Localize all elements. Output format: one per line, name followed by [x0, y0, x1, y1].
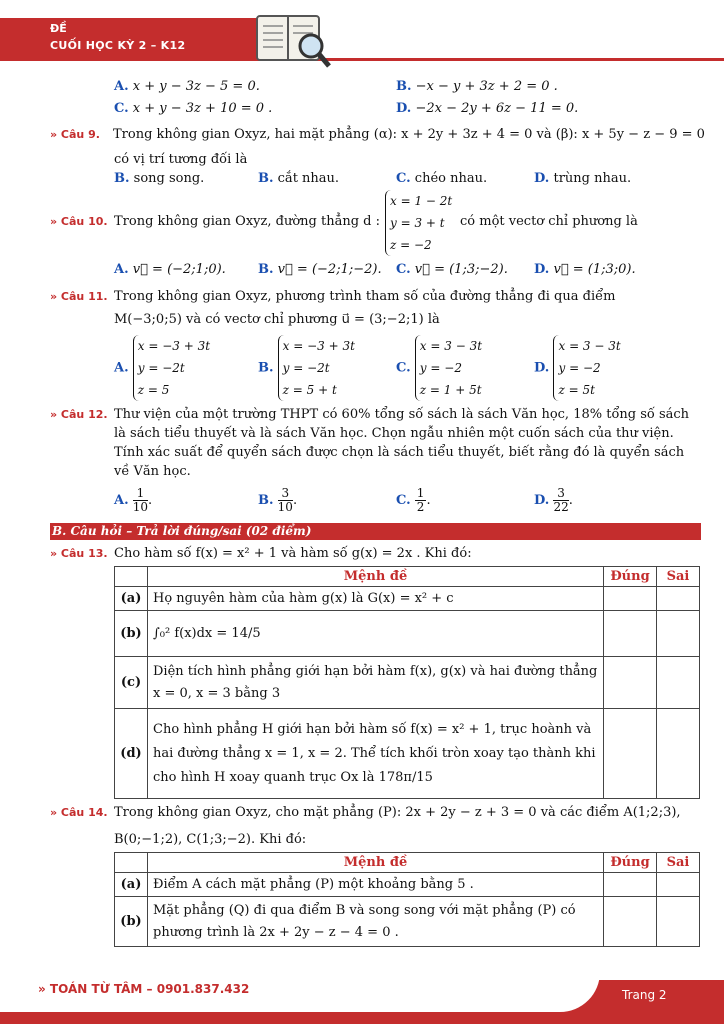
q9-option-d: D. trùng nhau.: [534, 171, 632, 186]
q12-option-b: B. $\frac{3}{10}$ .: [258, 486, 298, 514]
false-cell[interactable]: [657, 611, 700, 657]
q9-option-a: B. song song.: [114, 171, 205, 186]
false-cell[interactable]: [657, 873, 700, 897]
question-9-line-2: có vị trí tương đối là: [114, 152, 248, 167]
question-14-label: » Câu 14.: [50, 806, 108, 819]
table-row: (a) Điểm A cách mặt phẳng (P) một khoảng bằng 5 .: [115, 873, 700, 897]
question-13-text: Cho hàm số f(x) = x² + 1 và hàm số g(x) = 2x . Khi đó:: [114, 546, 472, 561]
false-cell[interactable]: [657, 657, 700, 709]
q11-option-b: B. x = −3 + 3t y = −2t z = 5 + t: [258, 335, 355, 401]
true-cell[interactable]: [604, 587, 657, 611]
q9-option-c: C. chéo nhau.: [396, 171, 488, 186]
true-cell[interactable]: [604, 897, 657, 947]
page-number: Trang 2: [622, 988, 667, 1002]
table-header-row: [115, 567, 700, 587]
question-11-label: » Câu 11.: [50, 290, 108, 303]
q10-system: x = 1 − 2t y = 3 + t z = −2: [385, 190, 452, 256]
true-cell[interactable]: [604, 709, 657, 799]
header-title-2: CUỐI HỌC KỲ 2 – K12: [50, 39, 186, 52]
question-10-text-post: có một vectơ chỉ phương là: [460, 214, 638, 229]
q13-table: [114, 566, 700, 799]
true-cell[interactable]: [604, 657, 657, 709]
prev-answer-b: B. −x − y + 3z + 2 = 0 .: [396, 79, 558, 94]
table-row: (b) ∫₀² f(x)dx = 14/5: [115, 611, 700, 657]
q11-option-a: A. x = −3 + 3t y = −2t z = 5: [114, 335, 210, 401]
prev-answer-c: C. x + y − 3z + 10 = 0 .: [114, 101, 273, 116]
book-magnifier-icon: [253, 6, 333, 70]
prev-answer-d: D. −2x − 2y + 6z − 11 = 0.: [396, 101, 579, 116]
q9-option-b: B. cắt nhau.: [258, 171, 340, 186]
question-11-text-2: M(−3;0;5) và có vectơ chỉ phương u⃗ = (3;−2;1) là: [114, 312, 440, 327]
header-title-1: ĐỀ: [50, 22, 67, 35]
q10-option-d: D. v⃗ = (1;3;0).: [534, 262, 636, 277]
false-cell[interactable]: [657, 709, 700, 799]
true-cell[interactable]: [604, 873, 657, 897]
false-cell[interactable]: [657, 897, 700, 947]
q11-option-d: D. x = 3 − 3t y = −2 z = 5t: [534, 335, 621, 401]
header-true: Đúng: [604, 853, 657, 873]
prev-answer-a: A. x + y − 3z − 5 = 0.: [114, 79, 260, 94]
header-statement: Mệnh đề: [148, 853, 604, 873]
section-b-heading: B. Câu hỏi – Trả lời đúng/sai (02 điểm): [50, 523, 701, 540]
q10-option-b: B. v⃗ = (−2;1;−2).: [258, 262, 382, 277]
q12-option-a: A. $\frac{1}{10}$ .: [114, 486, 153, 514]
question-11-text: Trong không gian Oxyz, phương trình tham số của đường thẳng đi qua điểm: [114, 289, 616, 304]
header-false: Sai: [657, 567, 700, 587]
question-12-text: Thư viện của một trường THPT có 60% tổng số sách là sách Văn học, 18% tổng số sách là sách tiểu thuyết và là sách Văn học. Chọn ngẫu nhiên một cuốn sách của thư viện. Tính xác suất để quyển sách được chọn là sách tiểu thuyết, biết rằng đó là quyển sách về Văn học.: [114, 407, 690, 479]
page-header: [0, 0, 724, 62]
question-9: » Câu 9. Trong không gian Oxyz, hai mặt phẳng (α): x + 2y + 3z + 4 = 0 và (β): x + 5y − z − 9 = 0: [50, 127, 705, 142]
question-10-text-pre: Trong không gian Oxyz, đường thẳng d :: [114, 214, 380, 229]
q11-option-c: C. x = 3 − 3t y = −2 z = 1 + 5t: [396, 335, 482, 401]
header-true: Đúng: [604, 567, 657, 587]
table-row: (b) Mặt phẳng (Q) đi qua điểm B và song song với mặt phẳng (P) có phương trình là 2x + 2y − z − 4 = 0 .: [115, 897, 700, 947]
table-row: (c) Diện tích hình phẳng giới hạn bởi hàm f(x), g(x) và hai đường thẳng x = 0, x = 3 bằng 3: [115, 657, 700, 709]
question-14-text-2: B(0;−1;2), C(1;3;−2). Khi đó:: [114, 832, 307, 847]
table-row: (a) Họ nguyên hàm của hàm g(x) là G(x) = x² + c: [115, 587, 700, 611]
false-cell[interactable]: [657, 587, 700, 611]
q12-option-c: C. $\frac{1}{2}$ .: [396, 486, 431, 514]
q12-option-d: D. $\frac{3}{22}$ .: [534, 486, 573, 514]
question-14-text: Trong không gian Oxyz, cho mặt phẳng (P): 2x + 2y − z + 3 = 0 và các điểm A(1;2;3),: [114, 805, 681, 820]
header-false: Sai: [657, 853, 700, 873]
page-footer: [0, 968, 724, 1024]
q14-table: [114, 852, 700, 947]
q10-option-c: C. v⃗ = (1;3;−2).: [396, 262, 508, 277]
header-statement: Mệnh đề: [148, 567, 604, 587]
q10-option-a: A. v⃗ = (−2;1;0).: [114, 262, 226, 277]
question-13-label: » Câu 13.: [50, 547, 108, 560]
true-cell[interactable]: [604, 611, 657, 657]
table-row: (d) Cho hình phẳng H giới hạn bởi hàm số f(x) = x² + 1, trục hoành và hai đường thẳng x = 1, x = 2. Thể tích khối tròn xoay tạo thành khi cho hình H xoay quanh trục Ox là 178π/15: [115, 709, 700, 799]
question-12-label: » Câu 12.: [50, 408, 108, 421]
footer-author: » TOÁN TỪ TÂM – 0901.837.432: [38, 982, 250, 996]
question-10-label: » Câu 10.: [50, 215, 108, 228]
table-header-row: [115, 853, 700, 873]
